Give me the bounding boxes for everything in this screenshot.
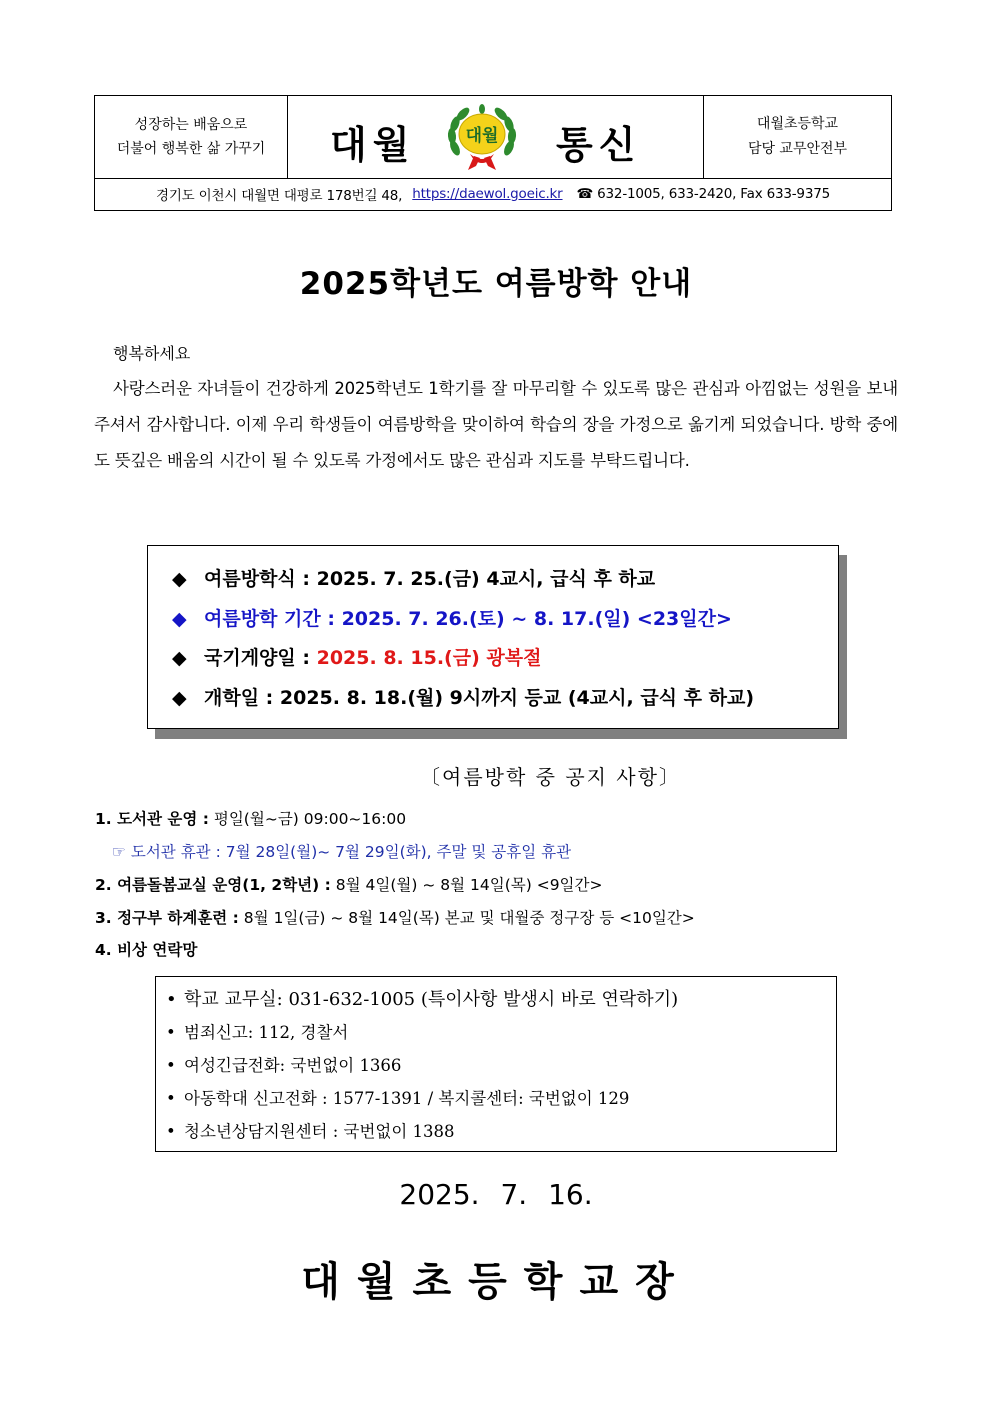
diamond-bullet-icon: ◆: [172, 647, 187, 669]
care-class-dates: 8월 4일(월) ~ 8월 14일(목) <9일간>: [330, 876, 603, 894]
school-motto: [95, 96, 288, 178]
bullet-icon: •: [166, 1023, 176, 1042]
contact-row: [166, 1049, 836, 1082]
flag-day-label: 국기게양일 :: [204, 647, 310, 669]
greeting: 행복하세요: [113, 344, 191, 363]
contact-row: [166, 983, 836, 1016]
flag-day-value: 2025. 8. 15.(금) 광복절: [316, 647, 542, 669]
notice-heading: 〔여름방학 중 공지 사항〕: [420, 765, 681, 789]
vacation-period-text: 여름방학 기간 : 2025. 7. 26.(토) ~ 8. 17.(일) <23일간>: [204, 607, 732, 630]
tennis-training-label: 3. 정구부 하계훈련 :: [95, 909, 239, 927]
contact-text: 여성긴급전화: 국번없이 1366: [184, 1056, 402, 1075]
document-title: 2025학년도 여름방학 안내: [299, 266, 693, 302]
library-label: 1. 도서관 운영 :: [95, 810, 209, 828]
diamond-bullet-icon: ◆: [172, 568, 187, 590]
school-website-link[interactable]: https://daewol.goeic.kr: [412, 186, 563, 202]
notice-item-care-class: [95, 873, 603, 895]
summary-row-vacation-period: [172, 600, 838, 640]
closing-ceremony-text: 여름방학식 : 2025. 7. 25.(금) 4교시, 급식 후 하교: [204, 568, 656, 590]
contact-row: [166, 1082, 836, 1115]
contact-text: 학교 교무실: 031-632-1005 (특이사항 발생시 바로 연락하기): [184, 989, 679, 1010]
school-name: 대월초등학교: [756, 116, 839, 132]
bullet-icon: •: [166, 1122, 176, 1141]
header-contact-row: [95, 178, 891, 210]
bullet-icon: •: [166, 989, 177, 1010]
bullet-icon: •: [166, 1089, 176, 1108]
newsletter-masthead: [288, 96, 703, 178]
tennis-training-dates: 8월 1일(금) ~ 8월 14일(목) 본교 및 대월중 정구장 등 <10일간>: [238, 909, 695, 927]
summary-row-closing-ceremony: [172, 560, 838, 600]
notice-item-emergency-contacts: [95, 938, 197, 960]
notice-item-tennis-training: [95, 906, 695, 928]
motto-line-1: 성장하는 배움으로: [134, 117, 248, 133]
emergency-contacts-box: [155, 976, 837, 1152]
header-top-row: [95, 96, 891, 179]
emergency-contacts-label: 4. 비상 연락망: [95, 941, 198, 959]
library-hours: 평일(월~금) 09:00~16:00: [208, 810, 407, 828]
summary-row-school-opening: [172, 679, 838, 719]
notice-item-library-closure: [112, 840, 571, 862]
principal-signature: 대월초등학교장: [301, 1259, 691, 1305]
masthead-word-left: 대월: [330, 123, 416, 167]
contact-text: 아동학대 신고전화 : 1577-1391 / 복지콜센터: 국번없이 129: [184, 1089, 630, 1108]
schedule-summary-box: [147, 545, 839, 729]
diamond-bullet-icon: ◆: [172, 607, 187, 630]
bullet-icon: •: [166, 1056, 176, 1075]
phone-numbers: 632-1005, 633-2420, Fax 633-9375: [597, 186, 830, 202]
pointing-hand-icon: ☞: [112, 843, 126, 861]
contact-row: [166, 1115, 836, 1148]
care-class-label: 2. 여름돌봄교실 운영(1, 2학년) :: [95, 876, 331, 894]
emblem-label: 대월: [465, 126, 499, 146]
school-info: [703, 96, 891, 178]
phone-icon: ☎: [576, 186, 594, 202]
library-closure-text: 도서관 휴관 : 7월 28일(월)~ 7월 29일(화), 주말 및 공휴일 휴관: [130, 843, 572, 861]
contact-row: [166, 1016, 836, 1049]
document-date: 2025. 7. 16.: [399, 1178, 593, 1211]
school-emblem-icon: [446, 104, 518, 172]
newsletter-header: [94, 95, 892, 211]
school-opening-text: 개학일 : 2025. 8. 18.(월) 9시까지 등교 (4교시, 급식 후 하교): [204, 686, 754, 709]
school-address: 경기도 이천시 대월면 대평로 178번길 48,: [156, 188, 403, 204]
department-name: 담당 교무안전부: [747, 141, 848, 157]
motto-line-2: 더불어 행복한 삶 가꾸기: [116, 141, 266, 157]
diamond-bullet-icon: ◆: [172, 686, 187, 709]
notice-item-library: [95, 807, 406, 829]
masthead-word-right: 통신: [556, 123, 642, 167]
contact-text: 청소년상담지원센터 : 국번없이 1388: [184, 1122, 455, 1141]
intro-paragraph: 사랑스러운 자녀들이 건강하게 2025학년도 1학기를 잘 마무리할 수 있도록 많은 관심과 아낌없는 성원을 보내주셔서 감사합니다. 이제 우리 학생들이 여름방학을 맞이하여 학습의 장을 가정으로 옮기게 되었습니다. 방학 중에도 뜻깊은 배움의 시간이 될 수 있도록 가정에서도 많은 관심과 지도를 부탁드립니다.: [94, 379, 898, 470]
summary-row-flag-day: [172, 639, 838, 679]
contact-text: 범죄신고: 112, 경찰서: [184, 1023, 349, 1042]
